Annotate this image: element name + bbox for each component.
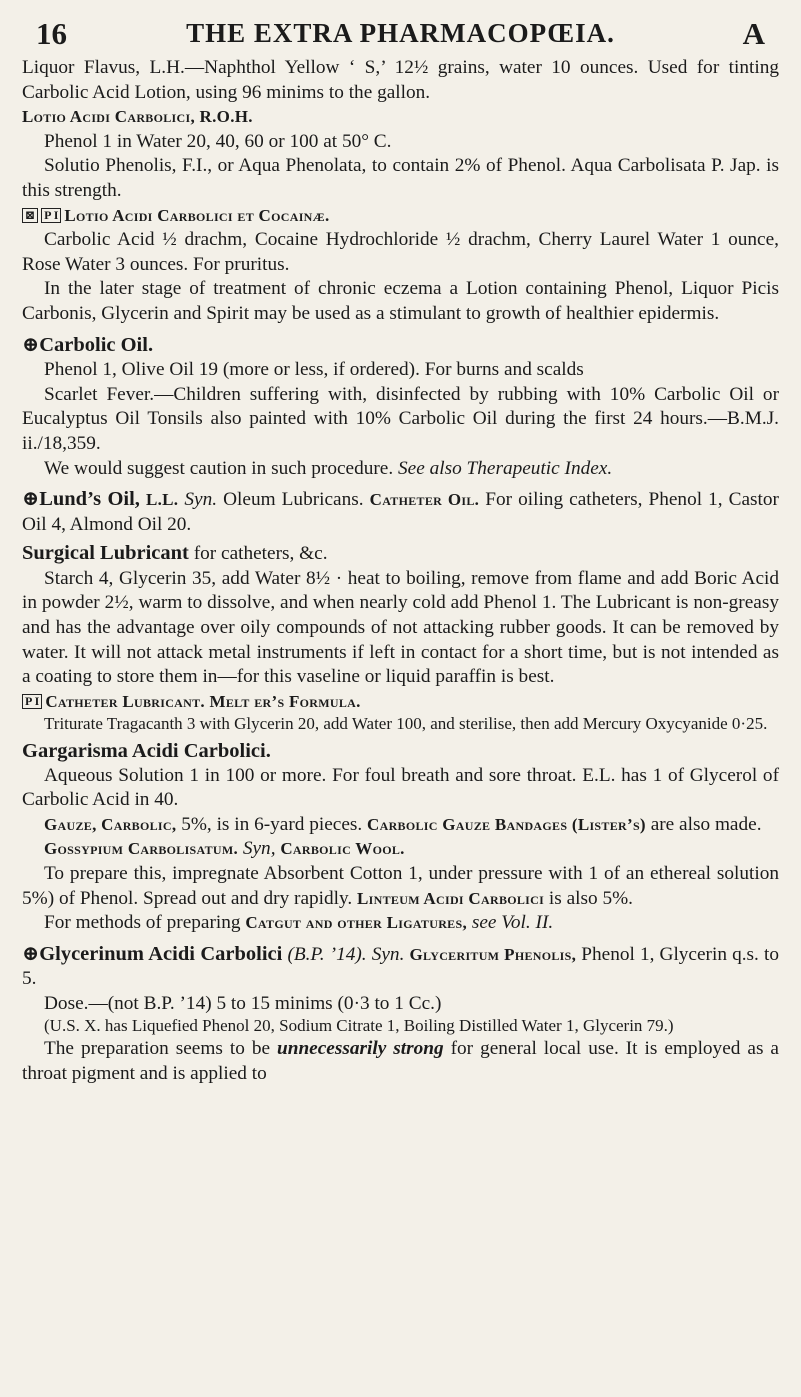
ophthalmic-icon: ⊕ xyxy=(22,333,40,356)
paragraph-scarlet-fever: Scarlet Fever.—Children suffering with, disinfected by rubbing with 10% Carbolic Oil or Eucalyptus Oil Tonsils also painted with 10% Carbolic Oil during the first 24 hours.—B.M.J. ii./18,359. xyxy=(22,383,779,454)
heading-lotio-cocaine: ⊠ P I Lotio Acidi Carbolici et Cocainæ. xyxy=(22,204,779,229)
heading-glycerinum: ⊕Glycerinum Acidi Carbolici (B.P. ’14). Syn. Glyceritum Phenolis, Phenol 1, Glycerin q.s. to 5. xyxy=(22,942,779,990)
paragraph-cocaine-formula: Carbolic Acid ½ drachm, Cocaine Hydrochloride ½ drachm, Cherry Laurel Water 1 ounce, Rose Water 3 ounces. For pruritus. xyxy=(22,229,779,275)
paragraph-usp: (U.S. X. has Liquefied Phenol 20, Sodium Citrate 1, Boiling Distilled Water 1, Glycerin 79.) xyxy=(44,1016,674,1036)
paragraph-dose: Dose.—(not B.P. ’14) 5 to 15 minims (0·3 to 1 Cc.) xyxy=(44,992,442,1014)
poison-schedule-icon: P I xyxy=(41,208,61,223)
heading-gargarisma: Gargarisma Acidi Carbolici. xyxy=(22,739,271,762)
paragraph-carbolic-oil-formula: Phenol 1, Olive Oil 19 (more or less, if ordered). For burns and scalds xyxy=(44,359,584,381)
page-number: 16 xyxy=(36,16,67,51)
paragraph-caution: We would suggest caution in such procedure. See also Therapeutic Index. xyxy=(44,457,613,479)
heading-lotio-acidi-carbolici: Lotio Acidi Carbolici, R.O.H. xyxy=(22,107,253,127)
paragraph-preparation: The preparation seems to be unnecessarily strong for general local use. It is employed as a throat pigment and is applied to xyxy=(22,1037,779,1084)
box-icon: ⊠ xyxy=(22,208,38,223)
page-body xyxy=(22,56,779,1086)
paragraph-lubricant-formula: Starch 4, Glycerin 35, add Water 8½ · heat to boiling, remove from flame and add Boric Acid in powder 2½, warm to dissolve, and when nearly cold add Phenol 1. The Lubricant is non-greasy and has the advantage over oily compounds of not attacking rubber goods. It can be removed by water. It will not attack metal instruments if left in contact for a short time, but is not intended as a coating to store them in—for this vaseline or liquid paraffin is best. xyxy=(22,567,779,688)
paragraph-gargle: Aqueous Solution 1 in 100 or more. For foul breath and sore throat. E.L. has 1 of Glycerol of Carbolic Acid in 40. xyxy=(22,764,779,811)
paragraph-tragacanth: Triturate Tragacanth 3 with Glycerin 20, add Water 100, and sterilise, then add Mercury Oxycyanide 0·25. xyxy=(44,714,768,734)
ophthalmic-icon: ⊕ xyxy=(22,942,40,965)
heading-gossypium: Gossypium Carbolisatum. Syn, Carbolic Wool. xyxy=(44,838,405,860)
heading-surgical-lubricant: Surgical Lubricant for catheters, &c. xyxy=(22,542,328,565)
ophthalmic-icon: ⊕ xyxy=(22,488,40,511)
poison-schedule-icon: P I xyxy=(22,694,42,709)
paragraph-carbolic-wool: To prepare this, impregnate Absorbent Cotton 1, under pressure with 1 of an ethereal solution 5%) of Phenol. Spread out and dry rapidly. Linteum Acidi Carbolici is also 5%. xyxy=(22,862,779,909)
running-head: THE EXTRA PHARMACOPŒIA. xyxy=(186,18,615,48)
paragraph-gauze: Gauze, Carbolic, 5%, is in 6-yard pieces. Carbolic Gauze Bandages (Lister’s) are also made. xyxy=(44,813,762,835)
paragraph-eczema: In the later stage of treatment of chronic eczema a Lotion containing Phenol, Liquor Picis Carbonis, Glycerin and Spirit may be used as a stimulant to growth of healthier epidermis. xyxy=(22,278,779,324)
paragraph-ligatures: For methods of preparing Catgut and other Ligatures, see Vol. II. xyxy=(44,912,554,934)
paragraph-phenol-dilution: Phenol 1 in Water 20, 40, 60 or 100 at 50° C. xyxy=(44,130,392,152)
heading-carbolic-oil: ⊕Carbolic Oil. xyxy=(22,333,154,356)
paragraph-liquor-flavus: Liquor Flavus, L.H.—Naphthol Yellow ‘ S,’ 12½ grains, water 10 ounces. Used for tinting Carbolic Acid Lotion, using 96 minims to the gallon. xyxy=(22,57,779,103)
section-letter: A xyxy=(742,16,765,51)
paragraph-solutio-phenolis: Solutio Phenolis, F.I., or Aqua Phenolata, to contain 2% of Phenol. Aqua Carbolisata P. Jap. is this strength. xyxy=(22,155,779,201)
heading-lunds-oil: ⊕Lund’s Oil, L.L. Syn. Oleum Lubricans. Catheter Oil. For oiling catheters, Phenol 1, Castor Oil 4, Almond Oil 20. xyxy=(22,488,779,535)
page-header xyxy=(22,0,779,56)
heading-catheter-lubricant: P I Catheter Lubricant. Melt er’s Formula. xyxy=(22,690,779,715)
